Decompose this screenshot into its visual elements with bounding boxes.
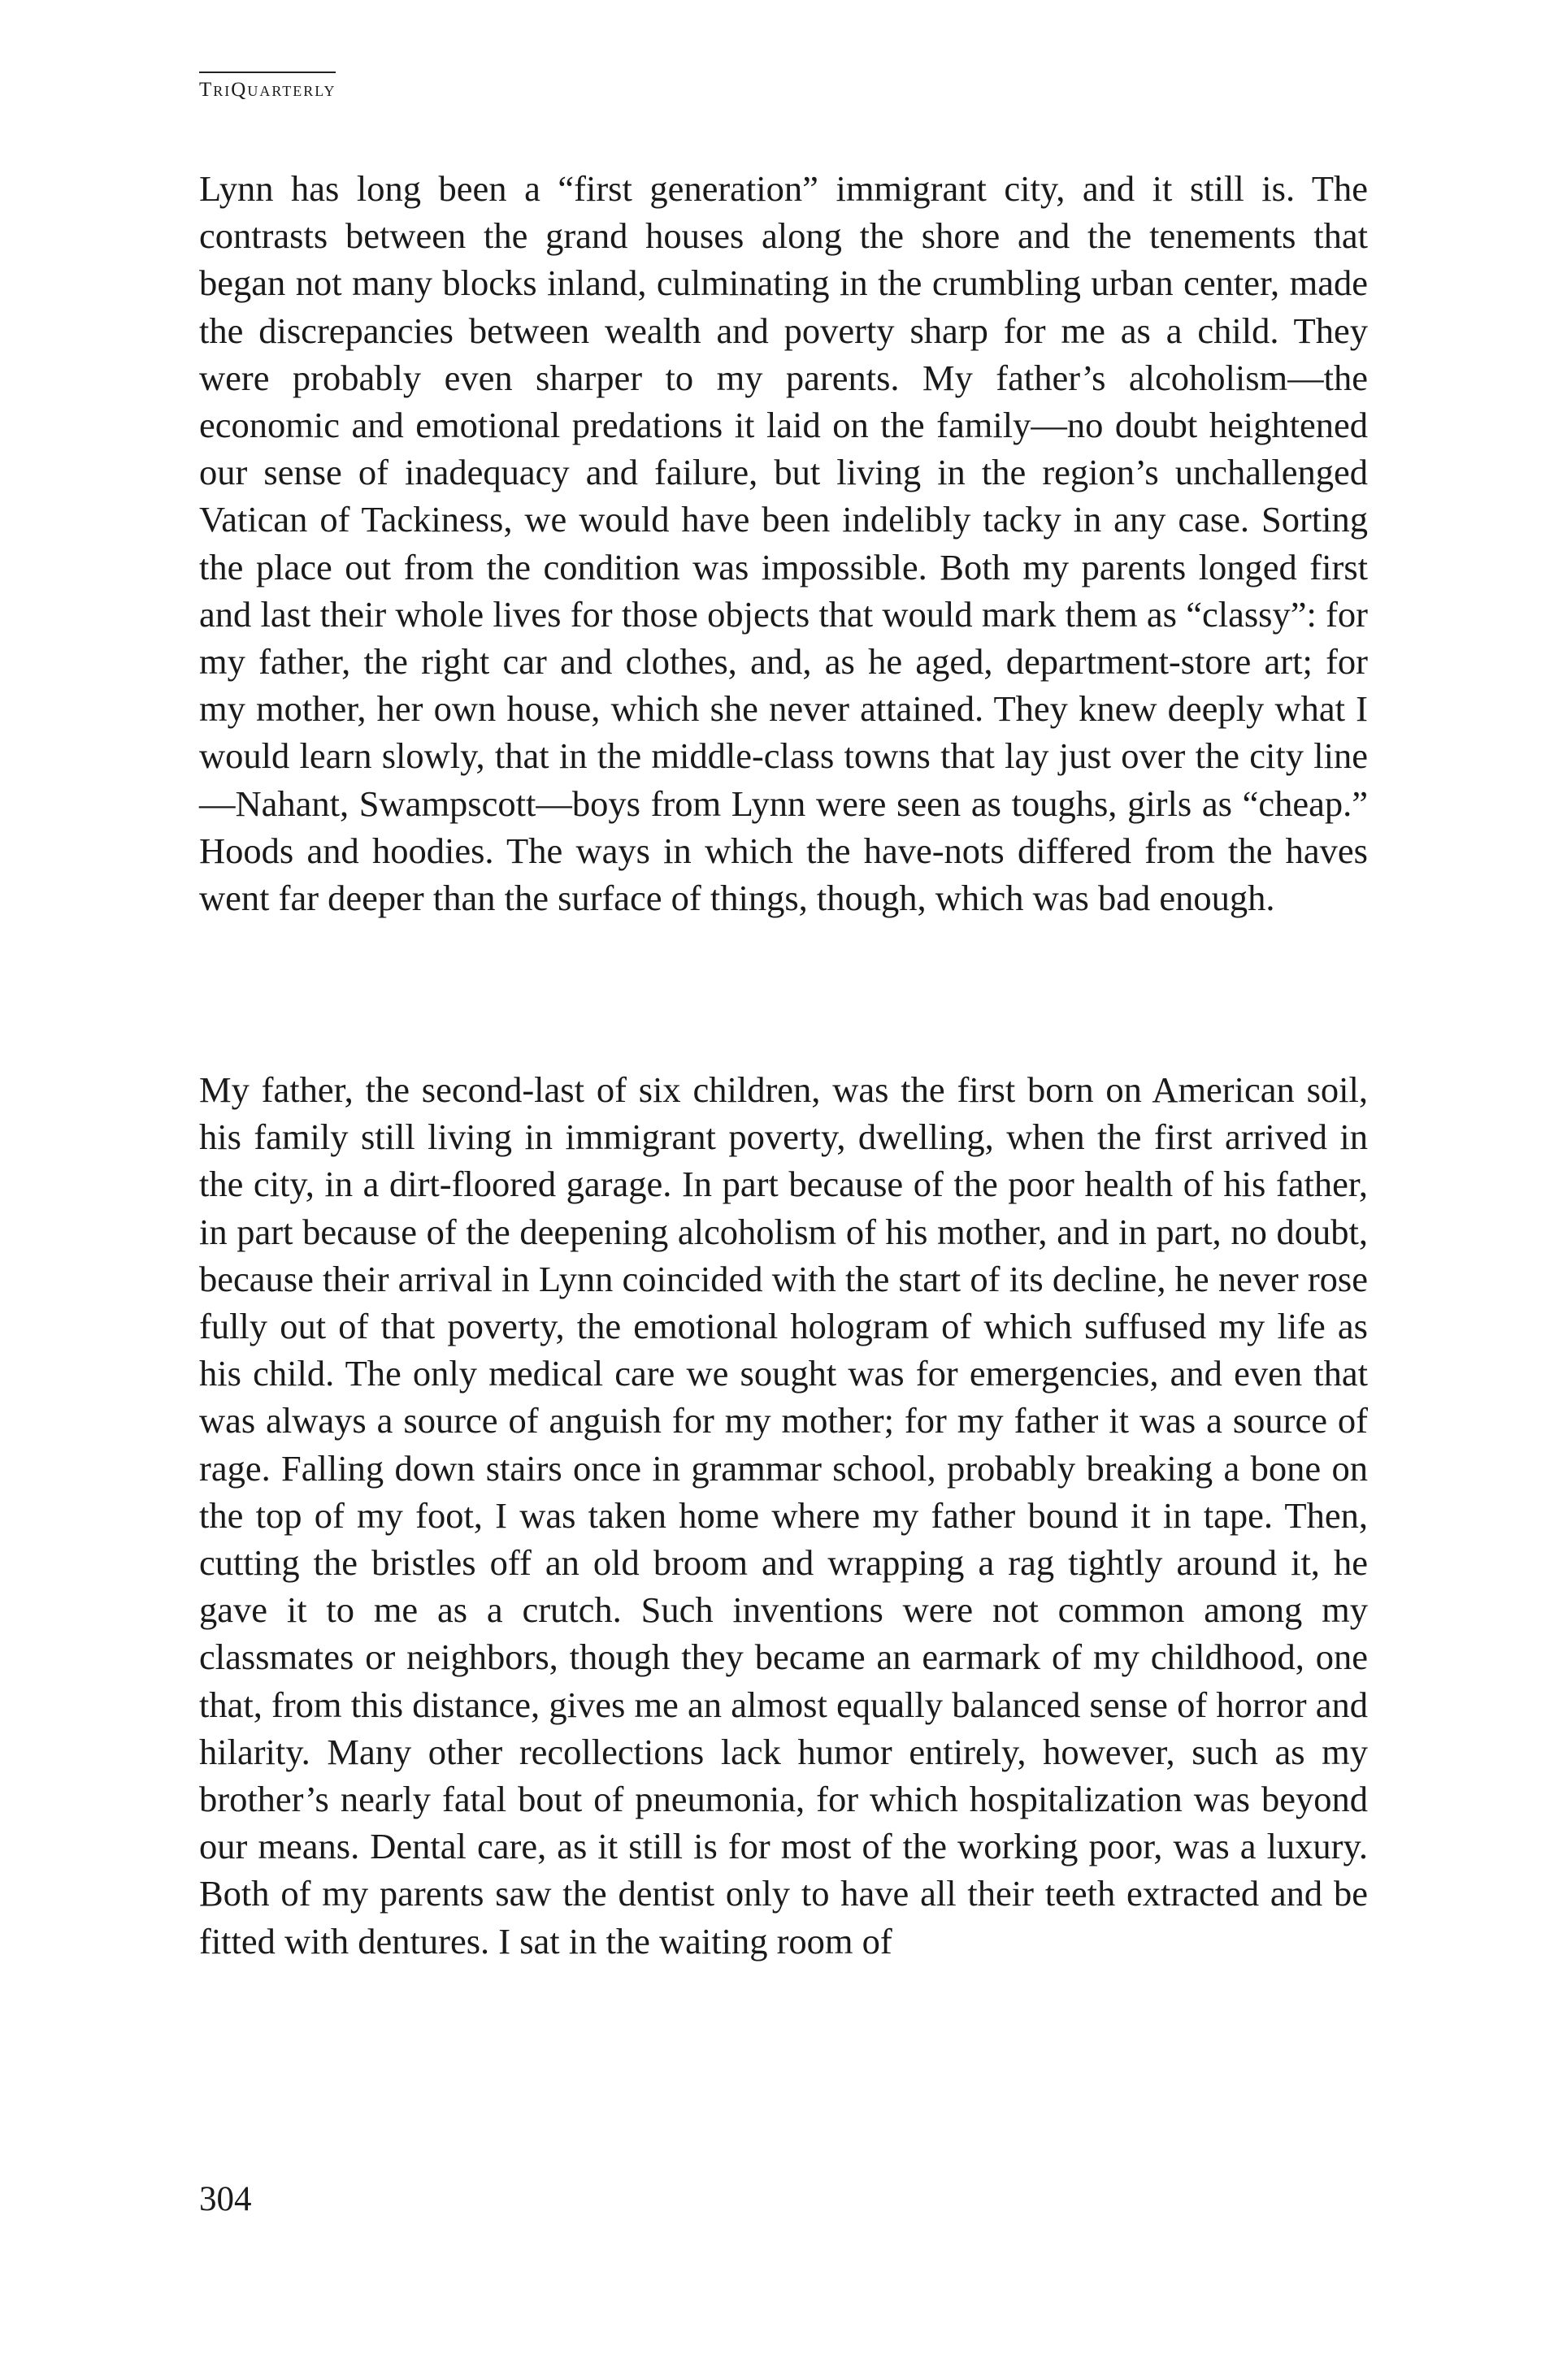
page-number: 304 (199, 2180, 252, 2218)
running-head: TriQuarterly (199, 72, 336, 100)
body-paragraph: Lynn has long been a “first generation” immigrant city, and it still is. The contrasts between the grand houses along the shore and the tenements that began not many blocks inland, culminating in the crumbling urban center, made the discrepancies between wealth and poverty sharp for me as a child. They were probably even sharper to my parents. My father’s alcoholism—the economic and emotional predations it laid on the family—no doubt heightened our sense of inadequacy and failure, but living in the region’s unchallenged Vatican of Tackiness, we would have been indelibly tacky in any case. Sorting the place out from the condition was impossible. Both my parents longed first and last their whole lives for those objects that would mark them as “classy”: for my father, the right car and clothes, and, as he aged, department-store art; for my mother, her own house, which she never attained. They knew deeply what I would learn slowly, that in the middle-class towns that lay just over the city line—Nahant, Swampscott—boys from Lynn were seen as toughs, girls as “cheap.” Hoods and hoodies. The ways in which the have-nots differed from the haves went far deeper than the surface of things, though, which was bad enough. (199, 168, 1368, 919)
body-paragraph: My father, the second-last of six children, was the first born on American soil, his family still living in immigrant poverty, dwelling, when the first arrived in the city, in a dirt-floored garage. In part because of the poor health of his father, in part because of the deepening alcoholism of his mother, and in part, no doubt, because their arrival in Lynn coincided with the start of its decline, he never rose fully out of that poverty, the emotional hologram of which suffused my life as his child. The only medical care we sought was for emergencies, and even that was always a source of anguish for my mother; for my father it was a source of rage. Falling down stairs once in grammar school, probably breaking a bone on the top of my foot, I was taken home where my father bound it in tape. Then, cutting the bristles off an old broom and wrapping a rag tightly around it, he gave it to me as a crutch. Such inventions were not common among my classmates or neighbors, though they became an earmark of my childhood, one that, from this distance, gives me an almost equally balanced sense of horror and hilarity. Many other recollections lack humor entirely, however, such as my brother’s nearly fatal bout of pneumonia, for which hospitalization was beyond our means. Dental care, as it still is for most of the working poor, was a luxury. Both of my parents saw the dentist only to have all their teeth extracted and be fitted with dentures. I sat in the waiting room of (199, 1069, 1368, 1962)
